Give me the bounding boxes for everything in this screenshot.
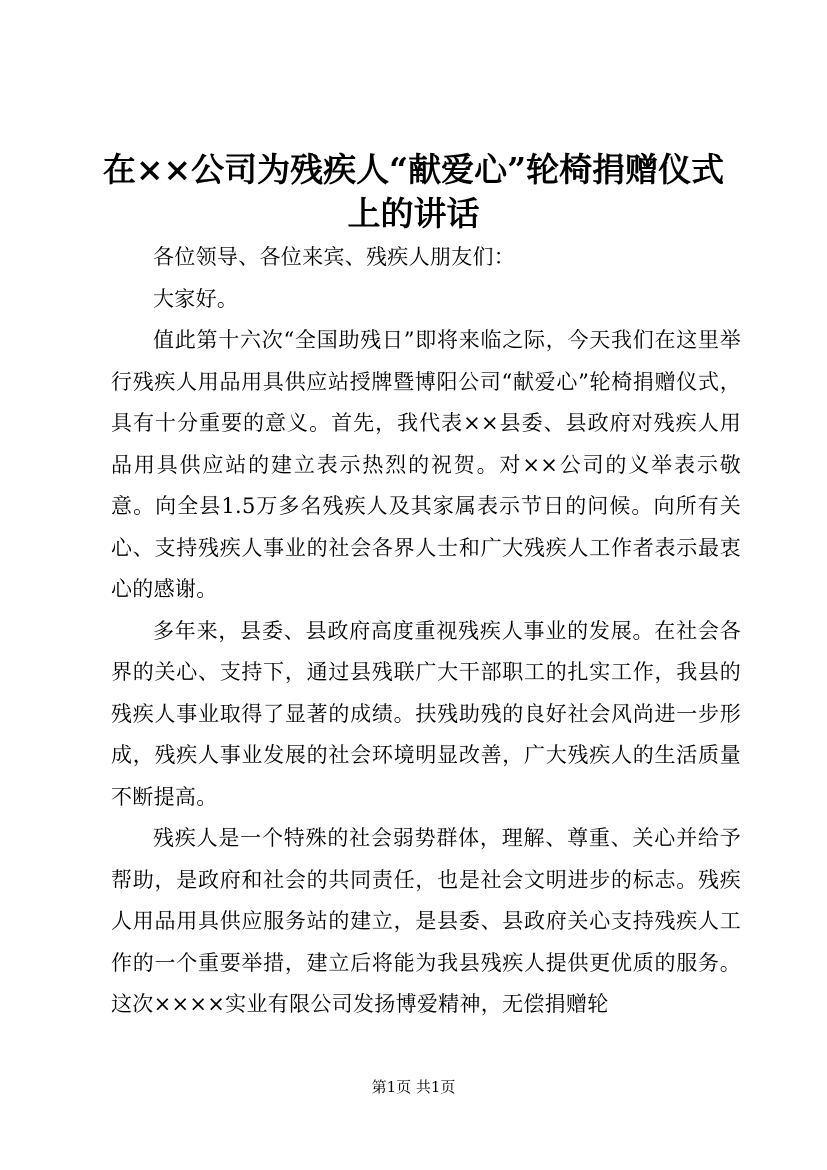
- document-title: [60, 148, 767, 236]
- paragraph-2: 多年来，县委、县政府高度重视残疾人事业的发展。在社会各界的关心、支持下，通过县残联广大干部职工的扎实工作，我县的残疾人事业取得了显著的成绩。扶残助残的良好社会风尚进一步形成，残疾人事业发展的社会环境明显改善，广大残疾人的生活质量不断提高。: [111, 618, 741, 809]
- title-line-1: 在××公司为残疾人“献爱心”轮椅捐赠仪式: [102, 150, 725, 189]
- paragraph-1: 值此第十六次“全国助残日”即将来临之际，今天我们在这里举行残疾人用品用具供应站授牌暨博阳公司“献爱心”轮椅捐赠仪式，具有十分重要的意义。首先，我代表××县委、县政府对残疾人用品用具供应站的建立表示热烈的祝贺。对××公司的义举表示敬意。向全县1.5万多名残疾人及其家属表示节日的问候。向所有关心、支持残疾人事业的社会各界人士和广大残疾人工作者表示最衷心的感谢。: [111, 328, 741, 601]
- salutation: 各位领导、各位来宾、残疾人朋友们：: [153, 245, 516, 269]
- document-body: [111, 237, 741, 1026]
- page-footer: 第1页 共1页: [371, 1078, 456, 1096]
- paragraph-3: 残疾人是一个特殊的社会弱势群体，理解、尊重、关心并给予帮助，是政府和社会的共同责任，也是社会文明进步的标志。残疾人用品用具供应服务站的建立，是县委、县政府关心支持残疾人工作的一个重要举措，建立后将能为我县残疾人提供更优质的服务。这次××××实业有限公司发扬博爱精神，无偿捐赠轮: [111, 826, 741, 1016]
- title-line-2: 上的讲话: [347, 194, 480, 233]
- greeting: 大家好。: [153, 286, 239, 311]
